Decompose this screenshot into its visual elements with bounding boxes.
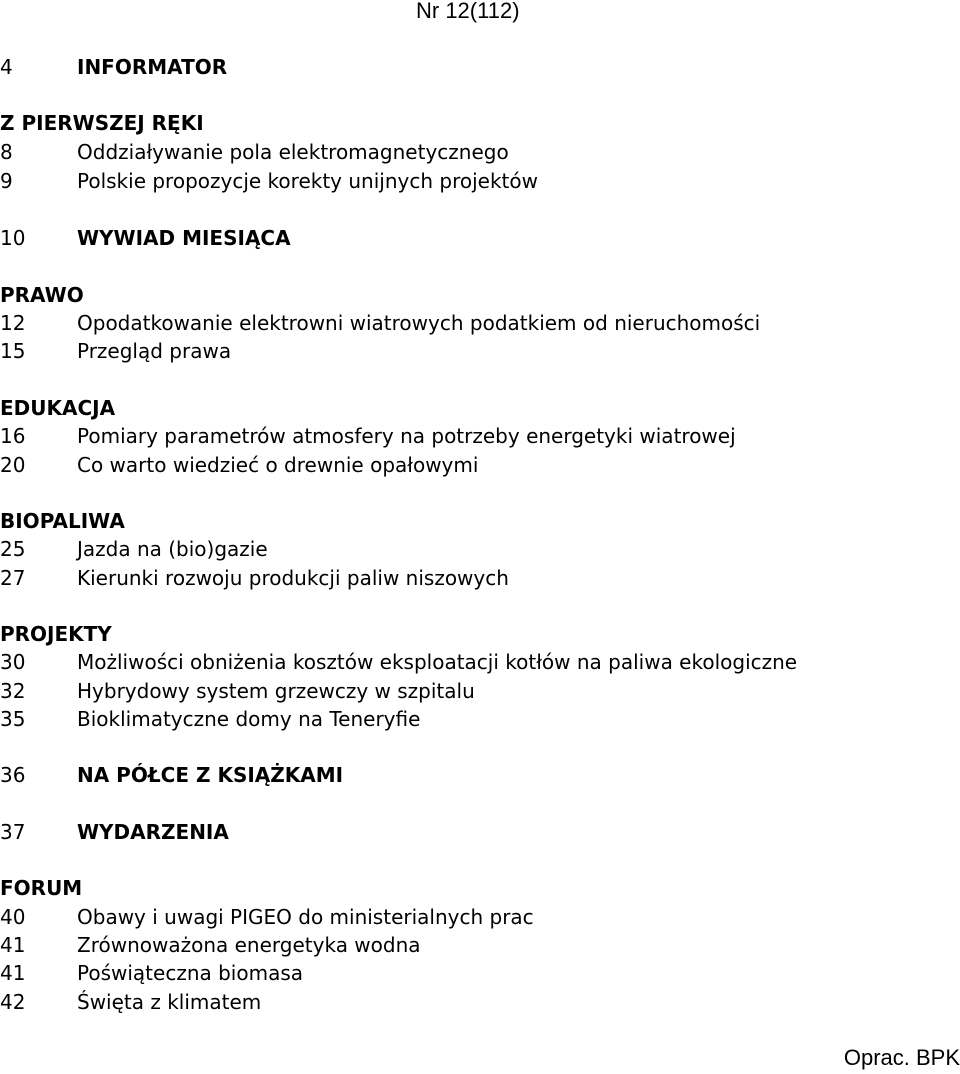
section-heading-biopaliwa: BIOPALIWA <box>0 509 125 533</box>
page-number: 20 <box>0 453 26 477</box>
section-heading-forum: FORUM <box>0 876 83 900</box>
article-title: Oddziaływanie pola elektromagnetycznego <box>77 140 509 164</box>
page-number: 27 <box>0 566 26 590</box>
section-title: WYWIAD MIESIĄCA <box>77 226 291 250</box>
page-number: 37 <box>0 820 26 844</box>
page-number: 15 <box>0 339 26 363</box>
article-title: Przegląd prawa <box>77 339 232 363</box>
article-title: Pomiary parametrów atmosfery na potrzeby energetyki wiatrowej <box>77 424 736 448</box>
page-number: 32 <box>0 679 26 703</box>
page-number: 25 <box>0 537 26 561</box>
section-heading-edukacja: EDUKACJA <box>0 396 116 420</box>
section-heading-prawo: PRAWO <box>0 283 84 307</box>
section-title: NA PÓŁCE Z KSIĄŻKAMI <box>77 763 344 787</box>
page-number: 41 <box>0 933 26 957</box>
page-number: 12 <box>0 311 26 335</box>
page-number: 8 <box>0 140 13 164</box>
article-title: Hybrydowy system grzewczy w szpitalu <box>77 679 475 703</box>
credit: Oprac. BPK <box>843 1045 960 1070</box>
article-title: Jazda na (bio)gazie <box>77 537 268 561</box>
section-heading-z-pierwszej-reki: Z PIERWSZEJ RĘKI <box>0 111 204 135</box>
section-title: WYDARZENIA <box>77 820 229 844</box>
page-number: 35 <box>0 707 26 731</box>
page-number: 42 <box>0 990 26 1014</box>
article-title: Poświąteczna biomasa <box>77 961 304 985</box>
page-number: 9 <box>0 169 13 193</box>
article-title: Kierunki rozwoju produkcji paliw niszowych <box>77 566 509 590</box>
article-title: Obawy i uwagi PIGEO do ministerialnych prac <box>77 905 534 929</box>
section-title: INFORMATOR <box>77 55 228 79</box>
page-number: 4 <box>0 55 13 79</box>
page-number: 10 <box>0 226 26 250</box>
article-title: Opodatkowanie elektrowni wiatrowych podatkiem od nieruchomości <box>77 311 761 335</box>
article-title: Zrównoważona energetyka wodna <box>77 933 421 957</box>
article-title: Możliwości obniżenia kosztów eksploatacji kotłów na paliwa ekologiczne <box>77 650 798 674</box>
page-number: 41 <box>0 961 26 985</box>
page-number: 40 <box>0 905 26 929</box>
article-title: Święta z klimatem <box>77 990 262 1014</box>
section-heading-projekty: PROJEKTY <box>0 622 112 646</box>
page-number: 16 <box>0 424 26 448</box>
article-title: Polskie propozycje korekty unijnych projektów <box>77 169 538 193</box>
page-number: 36 <box>0 763 26 787</box>
issue-number: Nr 12(112) <box>416 0 520 23</box>
article-title: Bioklimatyczne domy na Teneryfie <box>77 707 421 731</box>
page-number: 30 <box>0 650 26 674</box>
article-title: Co warto wiedzieć o drewnie opałowymi <box>77 453 479 477</box>
